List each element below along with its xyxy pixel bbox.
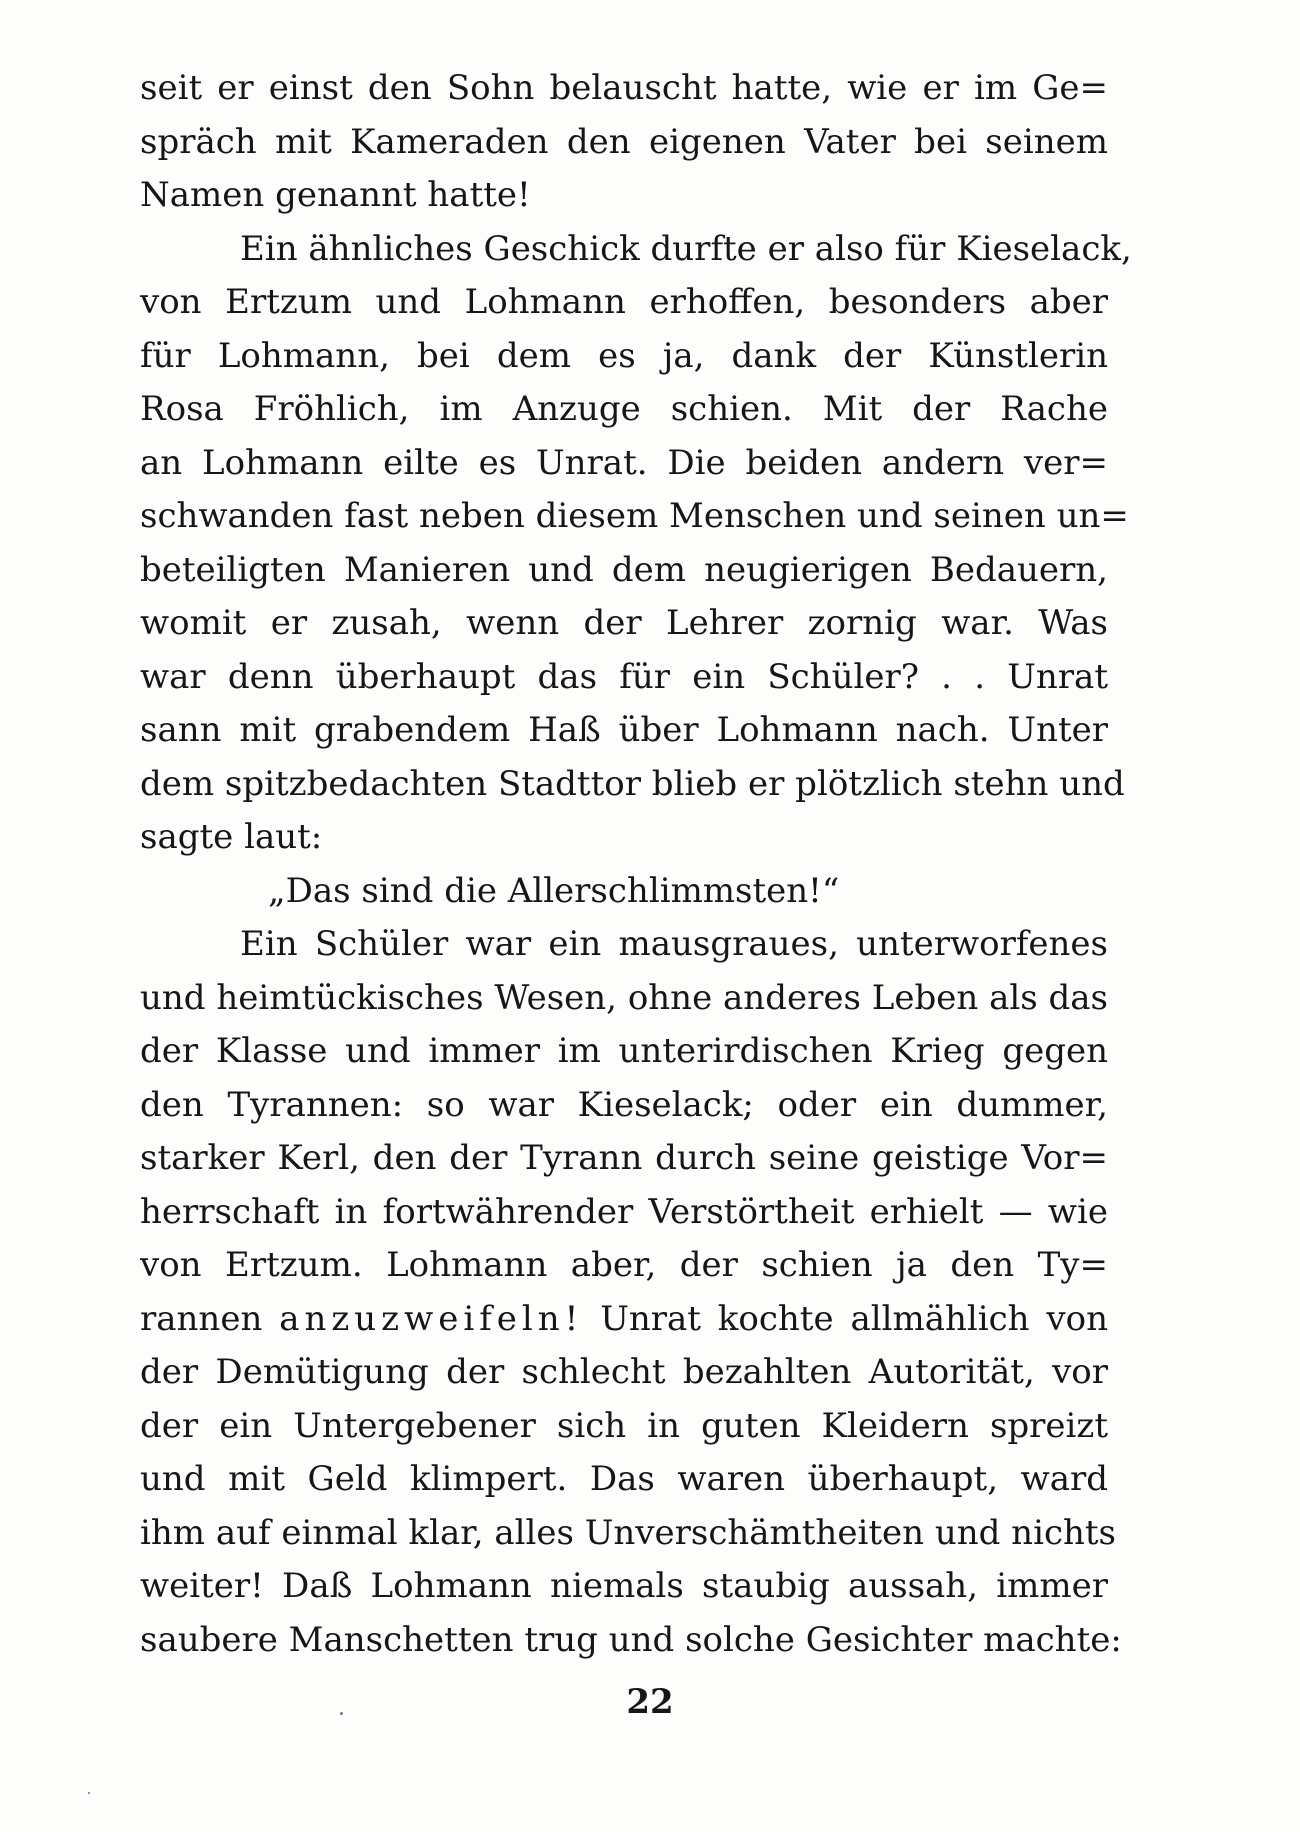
- text-line-2: spräch mit Kameraden den eigenen Vater bei seinem: [140, 121, 1108, 162]
- page-number: 22: [626, 1682, 674, 1722]
- text-line-23: von Ertzum. Lohmann aber, der schien ja den Ty=: [140, 1245, 1108, 1285]
- text-line-24: [140, 1293, 1108, 1347]
- body-text: [140, 62, 1132, 1667]
- spaced-emphasis: anzuzweifeln!: [279, 1298, 584, 1339]
- text-line-13: sann mit grabendem Haß über Lohmann nach. Unter: [140, 710, 1108, 750]
- text-line-22: herrschaft in fortwährender Verstörtheit erhielt — wie: [140, 1191, 1108, 1232]
- text-line-25: der Demütigung der schlecht bezahlten Autorität, vor: [140, 1352, 1108, 1392]
- text-line-27: und mit Geld klimpert. Das waren überhaupt, ward: [140, 1459, 1108, 1499]
- paper-speck: [88, 1792, 90, 1794]
- text-line-4: Ein ähnliches Geschick durfte er also für Kieselack,: [240, 228, 1132, 269]
- text-line-18: und heimtückisches Wesen, ohne anderes Leben als das: [140, 977, 1108, 1018]
- text-line-11: womit er zusah, wenn der Lehrer zornig war. Was: [140, 603, 1108, 643]
- text-line-20: den Tyrannen: so war Kieselack; oder ein dummer,: [140, 1084, 1108, 1125]
- text-line-17: Ein Schüler war ein mausgraues, unterworfenes: [240, 924, 1108, 964]
- text-line-7: Rosa Fröhlich, im Anzuge schien. Mit der Rache: [140, 389, 1108, 429]
- text-line-8: an Lohmann eilte es Unrat. Die beiden andern ver=: [140, 442, 1108, 483]
- text-line-21: starker Kerl, den der Tyrann durch seine geistige Vor=: [140, 1138, 1108, 1178]
- text-line-19: der Klasse und immer im unterirdischen Krieg gegen: [140, 1031, 1108, 1071]
- text-line-6: für Lohmann, bei dem es ja, dank der Künstlerin: [140, 335, 1108, 376]
- text-line-26: der ein Untergebener sich in guten Kleidern spreizt: [140, 1405, 1108, 1446]
- text-line-14: dem spitzbedachten Stadttor blieb er plötzlich stehn und: [140, 763, 1125, 804]
- text-line-29: weiter! Daß Lohmann niemals staubig aussah, immer: [140, 1566, 1108, 1606]
- text-line-3: Namen genannt hatte!: [140, 175, 531, 215]
- text-line-12: war denn überhaupt das für ein Schüler? . . Unrat: [140, 656, 1108, 697]
- text-line-1: seit er einst den Sohn belauscht hatte, wie er im Ge=: [140, 68, 1108, 108]
- text-line-24-end: Unrat kochte allmählich von: [600, 1298, 1108, 1339]
- text-line-24-start: rannen: [140, 1298, 263, 1339]
- text-line-10: beteiligten Manieren und dem neugierigen Bedauern,: [140, 549, 1108, 590]
- paper-speck: [340, 1712, 343, 1715]
- text-line-15: sagte laut:: [140, 817, 323, 857]
- text-line-9: schwanden fast neben diesem Menschen und seinen un=: [140, 496, 1129, 536]
- text-line-28: ihm auf einmal klar, alles Unverschämtheiten und nichts: [140, 1512, 1117, 1553]
- text-line-5: von Ertzum und Lohmann erhoffen, besonders aber: [140, 282, 1108, 322]
- text-line-30: saubere Manschetten trug und solche Gesichter machte:: [140, 1619, 1122, 1660]
- text-line-16-quote: „Das sind die Allerschlimmsten!“: [268, 870, 840, 911]
